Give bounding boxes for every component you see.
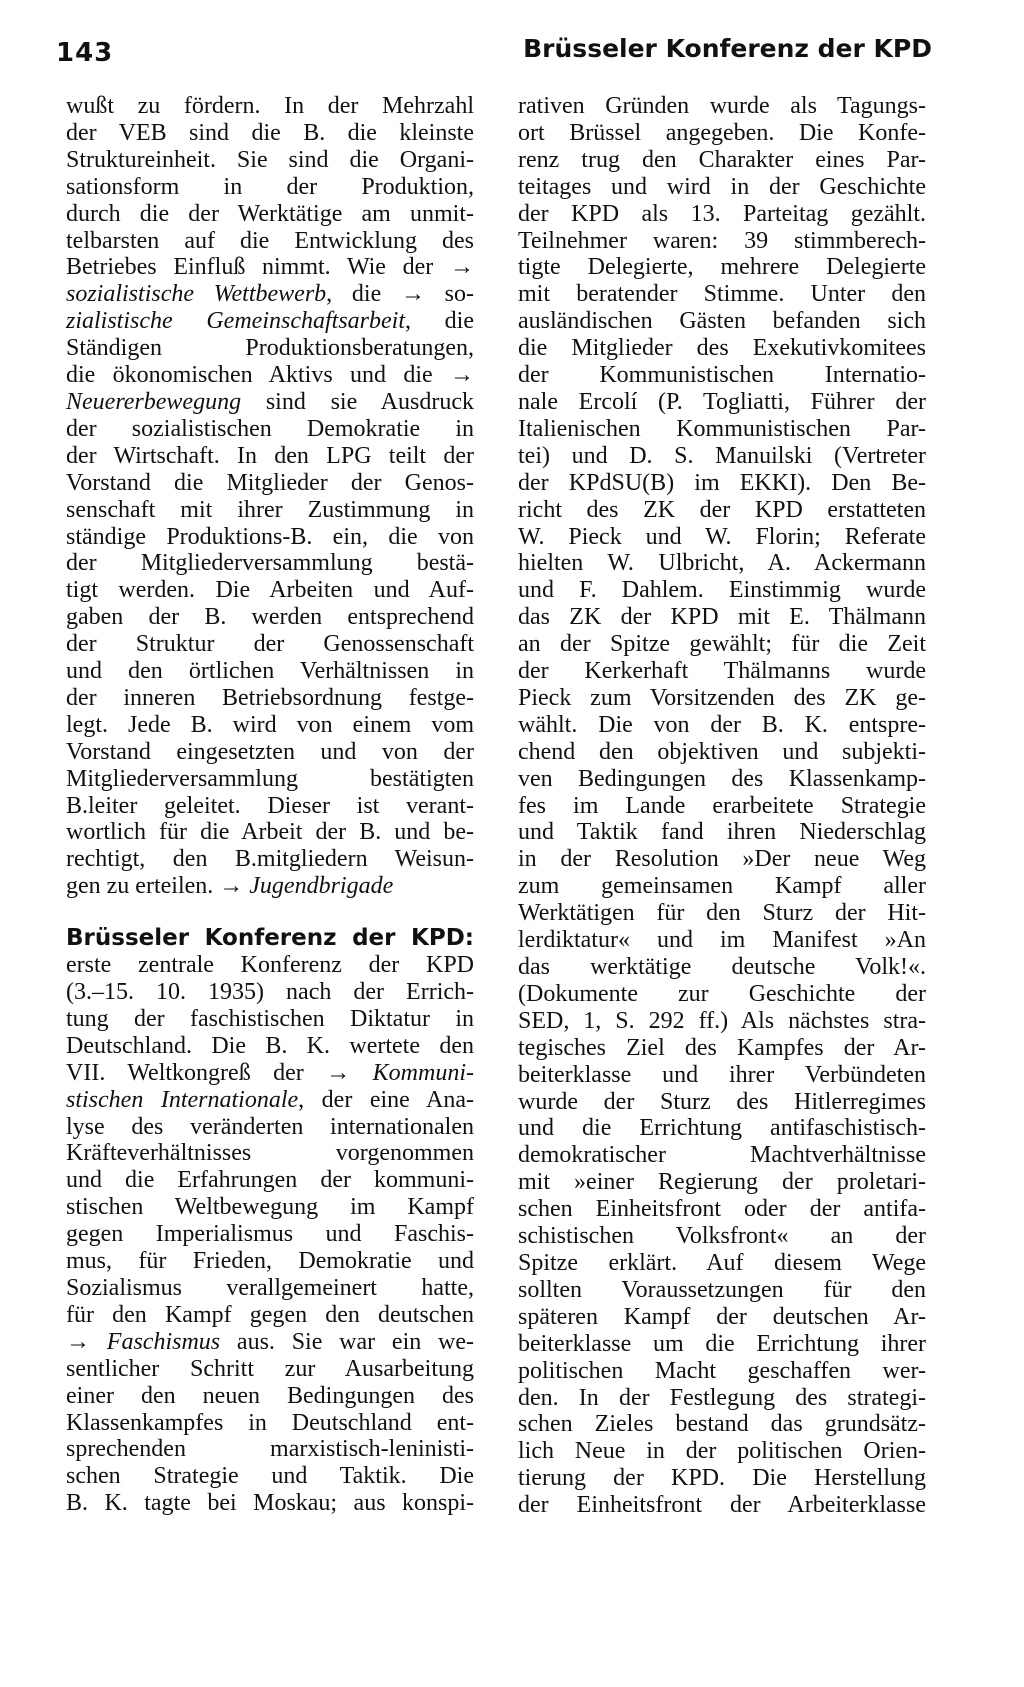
text-line: ständige Produktions-B. ein, die von [66, 523, 474, 550]
text-line: Kräfteverhältnisses vorgenommen [66, 1140, 474, 1167]
right-column [518, 93, 926, 1519]
text-line: gaben der B. werden entsprechend [66, 604, 474, 631]
text-line: rechtigt, den B.mitgliedern Weisun- [66, 846, 474, 873]
text-line: für den Kampf gegen den deutschen [66, 1301, 474, 1328]
text-line: Pieck zum Vorsitzenden des ZK ge- [518, 684, 926, 711]
text-line: Ständigen Produktionsberatungen, [66, 335, 474, 362]
text-line: der inneren Betriebsordnung festge- [66, 684, 474, 711]
text-line: politischen Macht geschaffen wer- [518, 1357, 926, 1384]
text-line: beiterklasse um die Errichtung ihrer [518, 1330, 926, 1357]
text-line: zialistische Gemeinschaftsarbeit, die [66, 308, 474, 335]
text-line: durch die der Werktätige am unmit- [66, 200, 474, 227]
text-line: telbarsten auf die Entwicklung des [66, 227, 474, 254]
text-line: gegen Imperialismus und Faschis- [66, 1221, 474, 1248]
text-line: renz trug den Charakter eines Par- [518, 146, 926, 173]
text-line: (3.–15. 10. 1935) nach der Errich- [66, 979, 474, 1005]
brigade-entry-continuation [66, 93, 474, 900]
text-line: der VEB sind die B. die kleinste [66, 119, 474, 146]
text-line: der Einheitsfront der Arbeiterklasse [518, 1492, 926, 1519]
text-line: Vorstand die Mitglieder der Genos- [66, 469, 474, 496]
text-line: und den örtlichen Verhältnissen in [66, 658, 474, 685]
text-line: das ZK der KPD mit E. Thälmann [518, 604, 926, 631]
konferenz-entry [66, 925, 474, 1517]
text-line: und die Erfahrungen der kommuni- [66, 1167, 474, 1194]
text-line: Italienischen Kommunistischen Par- [518, 415, 926, 442]
text-line: der Mitgliederversammlung bestä- [66, 550, 474, 577]
text-line: Deutschland. Die B. K. wertete den [66, 1032, 474, 1059]
text-line: schen Strategie und Taktik. Die [66, 1463, 474, 1490]
text-line: Betriebes Einfluß nimmt. Wie der → [66, 254, 474, 281]
text-line: lerdiktatur« und im Manifest »An [518, 927, 926, 954]
text-line: Spitze erklärt. Auf diesem Wege [518, 1249, 926, 1276]
text-line: schistischen Volksfront« an der [518, 1223, 926, 1250]
text-line: VII. Weltkongreß der → Kommuni- [66, 1059, 474, 1086]
text-line: Struktureinheit. Sie sind die Organi- [66, 146, 474, 173]
text-line: an der Spitze gewählt; für die Zeit [518, 631, 926, 658]
text-line: die ökonomischen Aktivs und die → [66, 362, 474, 389]
konferenz-entry-continuation [518, 93, 926, 1519]
text-line: sentlicher Schritt zur Ausarbeitung [66, 1355, 474, 1382]
text-line: lich Neue in der politischen Orien- [518, 1438, 926, 1465]
text-line: in der Resolution »Der neue Weg [518, 846, 926, 873]
text-line: Vorstand eingesetzten und von der [66, 738, 474, 765]
text-line: Neuererbewegung sind sie Ausdruck [66, 388, 474, 415]
text-line: wurde der Sturz des Hitlerregimes [518, 1088, 926, 1115]
text-line: das werktätige deutsche Volk!«. [518, 954, 926, 980]
text-line: B.leiter geleitet. Dieser ist verant- [66, 792, 474, 819]
text-line: mit beratender Stimme. Unter den [518, 281, 926, 308]
text-line: ausländischen Gästen befanden sich [518, 308, 926, 335]
text-line: hielten W. Ulbricht, A. Ackermann [518, 550, 926, 577]
text-line: W. Pieck und W. Florin; Referate [518, 523, 926, 550]
text-line: tei) und D. S. Manuilski (Vertreter [518, 442, 926, 469]
text-line: wußt zu fördern. In der Mehrzahl [66, 93, 474, 119]
running-head: Brüsseler Konferenz der KPD [523, 34, 932, 63]
text-line: und die Errichtung antifaschistisch- [518, 1115, 926, 1142]
text-line: sprechenden marxistisch-leninisti- [66, 1436, 474, 1463]
text-line: schen Einheitsfront oder der antifa- [518, 1196, 926, 1223]
text-line: ven Bedingungen des Klassenkamp- [518, 765, 926, 792]
text-line: tegisches Ziel des Kampfes der Ar- [518, 1034, 926, 1061]
text-line: sollten Voraussetzungen für den [518, 1276, 926, 1303]
text-line: B. K. tagte bei Moskau; aus konspi- [66, 1490, 474, 1517]
text-line: wählt. Die von der B. K. entspre- [518, 711, 926, 738]
text-line: lyse des veränderten internationalen [66, 1113, 474, 1140]
text-line: beiterklasse und ihrer Verbündeten [518, 1061, 926, 1088]
text-line: der Kerkerhaft Thälmanns wurde [518, 658, 926, 685]
text-line: tierung der KPD. Die Herstellung [518, 1465, 926, 1492]
text-line: Werktätigen für den Sturz der Hit- [518, 900, 926, 927]
text-line: erste zentrale Konferenz der KPD [66, 952, 474, 979]
text-line: nale Ercolí (P. Togliatti, Führer der [518, 388, 926, 415]
text-line: tigt werden. Die Arbeiten und Auf- [66, 577, 474, 604]
text-line: wortlich für die Arbeit der B. und be- [66, 819, 474, 846]
text-line: rativen Gründen wurde als Tagungs- [518, 93, 926, 119]
text-line: sozialistische Wettbewerb, die → so- [66, 281, 475, 308]
text-line: stischen Weltbewegung im Kampf [66, 1194, 474, 1221]
page-number: 143 [56, 38, 114, 68]
text-line: ort Brüssel angegeben. Die Konfe- [518, 119, 926, 146]
text-line: der KPdSU(B) im EKKI). Den Be- [518, 469, 926, 496]
text-line: Mitgliederversammlung bestätigten [66, 765, 474, 792]
text-line: Klassenkampfes in Deutschland ent- [66, 1409, 474, 1436]
text-line: SED, 1, S. 292 ff.) Als nächstes stra- [518, 1007, 926, 1034]
text-line: der Struktur der Genossenschaft [66, 631, 474, 658]
text-line: teitages und wird in der Geschichte [518, 173, 926, 200]
text-line: und Taktik fand ihren Niederschlag [518, 819, 926, 846]
text-line: richt des ZK der KPD erstatteten [518, 496, 926, 523]
text-line: zum gemeinsamen Kampf aller [518, 873, 926, 900]
text-line: der KPD als 13. Parteitag gezählt. [518, 200, 926, 227]
text-line: sationsform in der Produktion, [66, 173, 474, 200]
text-line: der Kommunistischen Internatio- [518, 362, 926, 389]
text-line: demokratischer Machtverhältnisse [518, 1142, 926, 1169]
text-line: senschaft mit ihrer Zustimmung in [66, 496, 474, 523]
text-line: legt. Jede B. wird von einem vom [66, 711, 474, 738]
text-line: schen Zieles bestand das grundsätz- [518, 1411, 926, 1438]
text-line: späteren Kampf der deutschen Ar- [518, 1303, 926, 1330]
text-line: gen zu erteilen. → Jugendbrigade [66, 873, 394, 900]
left-column [66, 93, 474, 1517]
text-line: einer den neuen Bedingungen des [66, 1382, 474, 1409]
text-line: Sozialismus verallgemeinert hatte, [66, 1274, 474, 1301]
text-line: den. In der Festlegung des strategi- [518, 1384, 926, 1411]
text-line: mit »einer Regierung der proletari- [518, 1169, 926, 1196]
text-line: (Dokumente zur Geschichte der [518, 980, 926, 1007]
text-line: mus, für Frieden, Demokratie und [66, 1248, 474, 1275]
text-line: fes im Lande erarbeitete Strategie [518, 792, 926, 819]
text-line: der Wirtschaft. In den LPG teilt der [66, 442, 474, 469]
text-line: chend den objektiven und subjekti- [518, 738, 926, 765]
text-line: die Mitglieder des Exekutivkomitees [518, 335, 926, 362]
text-line: tigte Delegierte, mehrere Delegierte [518, 254, 926, 281]
text-line: Teilnehmer waren: 39 stimmberech- [518, 227, 926, 254]
entry-heading: Brüsseler Konferenz der KPD: [66, 925, 474, 952]
text-line: und F. Dahlem. Einstimmig wurde [518, 577, 926, 604]
text-line: → Faschismus aus. Sie war ein we- [66, 1328, 475, 1355]
text-line: der sozialistischen Demokratie in [66, 415, 474, 442]
text-line: tung der faschistischen Diktatur in [66, 1005, 474, 1032]
text-line: stischen Internationale, der eine Ana- [66, 1086, 474, 1113]
